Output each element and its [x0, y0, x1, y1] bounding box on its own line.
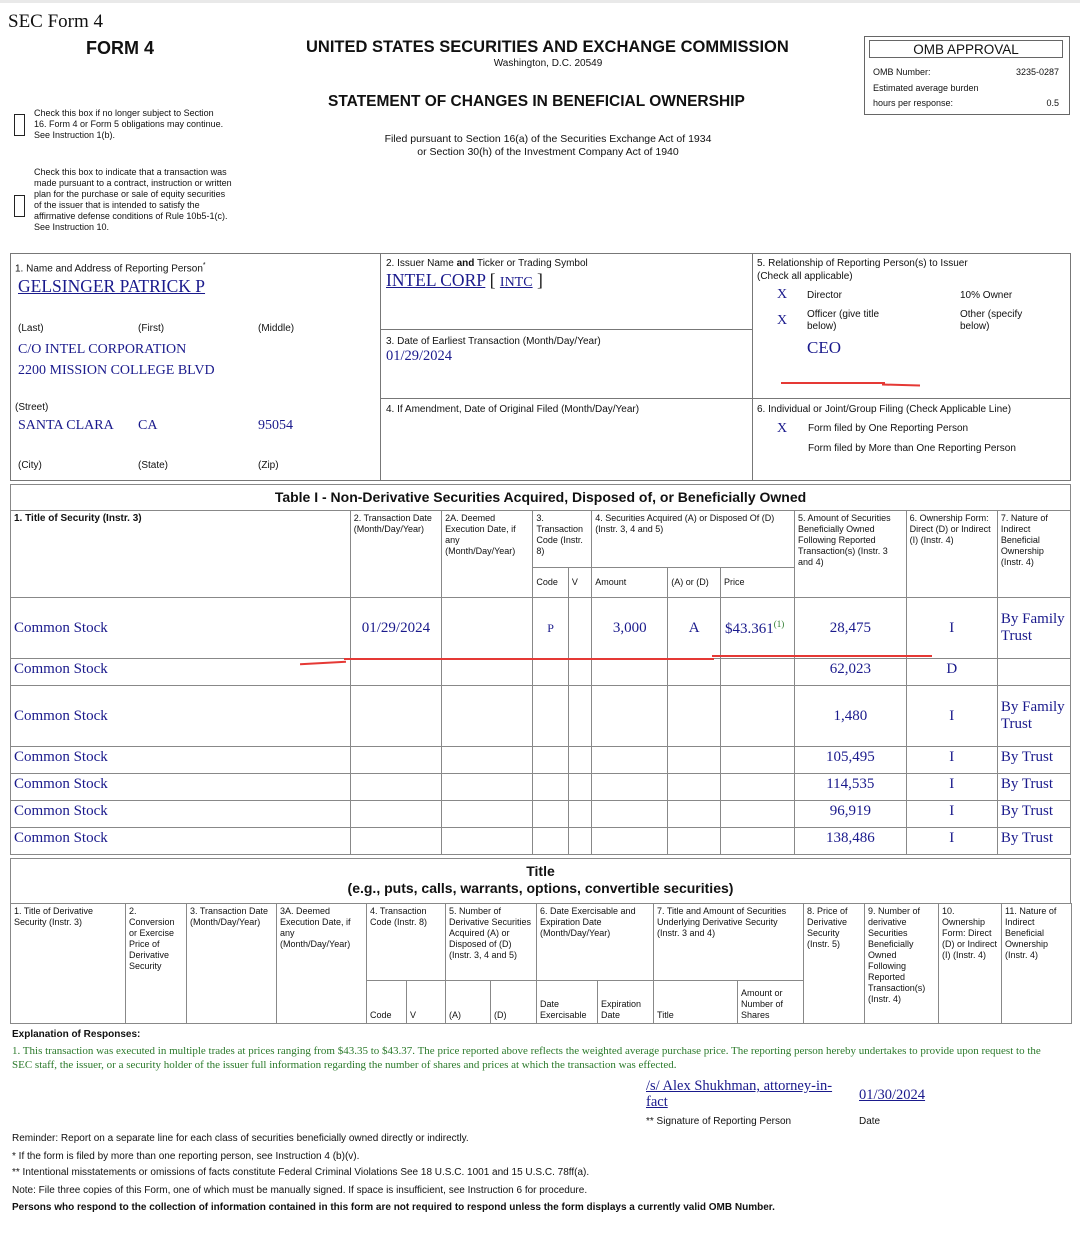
shares-owned: 28,475	[795, 598, 907, 659]
address-line-1: C/O INTEL CORPORATION	[18, 342, 187, 357]
omb-burden-label: Estimated average burden	[873, 83, 979, 93]
shares-owned: 62,023	[795, 659, 907, 686]
issuer-name[interactable]: INTEL CORP	[386, 270, 486, 290]
red-annotation-underline	[344, 658, 714, 660]
section16-checkbox[interactable]	[14, 114, 25, 136]
shares-owned: 105,495	[795, 747, 907, 774]
issuer-line	[386, 270, 543, 291]
empty-cell	[533, 659, 569, 686]
footer-omb-notice: Persons who respond to the collection of information contained in this form are not required to respond unless the form displays a currently valid OMB Number.	[12, 1202, 775, 1213]
ownership-form: I	[906, 747, 997, 774]
t2-h-price: 8. Price of Derivative Security (Instr. 5)	[804, 904, 865, 1024]
empty-cell	[592, 774, 668, 801]
rule10b5-text: Check this box to indicate that a transaction was made pursuant to a contract, instruction or written plan for the purchase or sale of equity securities of the issuer that is intended to satisfy the affirmative defense conditions of Rule 10b5-1(c). See Instruction 10.	[34, 167, 232, 232]
agency-name: UNITED STATES SECURITIES AND EXCHANGE COMMISSION	[306, 38, 789, 56]
v-cell	[568, 598, 591, 659]
empty-cell	[720, 747, 794, 774]
amount: 3,000	[592, 598, 668, 659]
zip-label: (Zip)	[258, 460, 279, 471]
doc-title: SEC Form 4	[8, 11, 104, 32]
empty-cell	[592, 828, 668, 855]
t1-sub-code: Code	[533, 568, 569, 598]
t2-h-form: 10. Ownership Form: Direct (D) or Indirect (I) (Instr. 4)	[939, 904, 1002, 1024]
box5-sub: (Check all applicable)	[757, 271, 853, 282]
officer-label: Officer (give title below)	[807, 309, 880, 332]
empty-cell	[350, 686, 441, 747]
empty-cell	[720, 686, 794, 747]
deemed-date	[442, 598, 533, 659]
empty-cell	[350, 774, 441, 801]
omb-hours-label: hours per response:	[873, 98, 954, 108]
empty-cell	[720, 774, 794, 801]
empty-cell	[592, 747, 668, 774]
omb-number-value: 3235-0287	[1015, 67, 1059, 77]
red-annotation-underline	[712, 655, 932, 657]
officer-title: CEO	[807, 338, 841, 357]
t1-h-nature: 7. Nature of Indirect Beneficial Ownership (Instr. 4)	[997, 511, 1070, 598]
omb-approval-box	[864, 36, 1070, 115]
one-person-label: Form filed by One Reporting Person	[808, 423, 969, 434]
nature-of-ownership: By Family Trust	[997, 598, 1070, 659]
nature-of-ownership: By Trust	[997, 801, 1070, 828]
footnote-1: 1. This transaction was executed in multiple trades at prices ranging from $43.35 to $43.37. The price reported above reflects the weighted average purchase price. The reporting person hereby undertakes to provide upon request to the SEC staff, the issuer, or a security holder of the issuer full information regarding the number of shares and prices at which the transaction was effected.	[12, 1045, 1041, 1071]
empty-cell	[568, 774, 591, 801]
empty-cell	[442, 828, 533, 855]
zip-value: 95054	[258, 418, 293, 433]
security-title: Common Stock	[11, 686, 351, 747]
t1-h-acquired: 4. Securities Acquired (A) or Disposed Of (D) (Instr. 3, 4 and 5)	[592, 511, 795, 568]
empty-cell	[568, 801, 591, 828]
first-label: (First)	[138, 323, 165, 334]
nature-of-ownership: By Trust	[997, 828, 1070, 855]
empty-cell	[668, 801, 721, 828]
t2-sub-a: (A)	[446, 981, 491, 1024]
security-title: Common Stock	[11, 747, 351, 774]
red-annotation-underline	[781, 382, 885, 384]
table-row	[11, 801, 1071, 828]
table-row	[11, 774, 1071, 801]
ticker-symbol[interactable]: INTC	[499, 275, 533, 290]
box2-label-b: and	[456, 258, 475, 269]
t2-h-nature: 11. Nature of Indirect Beneficial Ownership (Instr. 4)	[1002, 904, 1072, 1024]
ownership-form: I	[906, 686, 997, 747]
table1-title: Table I - Non-Derivative Securities Acquired, Disposed of, or Beneficially Owned	[10, 484, 1071, 510]
t2-h-exercisable: 6. Date Exercisable and Expiration Date (Month/Day/Year)	[537, 904, 654, 981]
signature-label: ** Signature of Reporting Person	[646, 1116, 792, 1127]
footer-note: Note: File three copies of this Form, one of which must be manually signed. If space is insufficient, see Instruction 6 for procedure.	[12, 1185, 588, 1196]
empty-cell	[350, 659, 441, 686]
t1-h-date: 2. Transaction Date (Month/Day/Year)	[350, 511, 441, 598]
empty-cell	[720, 801, 794, 828]
empty-cell	[442, 774, 533, 801]
t2-sub-d: (D)	[491, 981, 537, 1024]
table2-subtitle: (e.g., puts, calls, warrants, options, convertible securities)	[347, 880, 734, 896]
t2-sub-title: Title	[654, 981, 738, 1024]
footer-reminder: Reminder: Report on a separate line for each class of securities beneficially owned directly or indirectly.	[12, 1133, 469, 1144]
ownership-form: I	[906, 828, 997, 855]
omb-hours-value: 0.5	[1046, 98, 1059, 108]
t2-h-owned: 9. Number of derivative Securities Beneficially Owned Following Reported Transaction(s) (Instr. 4)	[865, 904, 939, 1024]
empty-cell	[350, 801, 441, 828]
box5-label: 5. Relationship of Reporting Person(s) to Issuer	[757, 258, 968, 269]
agency-location: Washington, D.C. 20549	[493, 58, 603, 69]
nature-of-ownership: By Trust	[997, 747, 1070, 774]
nature-of-ownership	[997, 659, 1070, 686]
security-title: Common Stock	[11, 828, 351, 855]
t1-sub-v: V	[568, 568, 591, 598]
empty-cell	[668, 828, 721, 855]
t1-sub-amount: Amount	[592, 568, 668, 598]
divider	[380, 398, 1071, 399]
middle-label: (Middle)	[258, 323, 295, 334]
t2-h-conversion: 2. Conversion or Exercise Price of Derivative Security	[126, 904, 187, 1024]
state-label: (State)	[138, 460, 169, 471]
table-row	[11, 659, 1071, 686]
empty-cell	[720, 659, 794, 686]
explanation-label: Explanation of Responses:	[12, 1029, 141, 1040]
divider	[380, 329, 752, 330]
empty-cell	[350, 828, 441, 855]
price-cell	[720, 598, 794, 659]
t2-sub-code: Code	[367, 981, 407, 1024]
empty-cell	[568, 686, 591, 747]
nature-of-ownership: By Family Trust	[997, 686, 1070, 747]
empty-cell	[568, 828, 591, 855]
reporting-person-name[interactable]: GELSINGER PATRICK P	[18, 276, 206, 296]
t2-sub-exp: Expiration Date	[598, 981, 654, 1024]
street-label: (Street)	[15, 402, 49, 413]
empty-cell	[720, 828, 794, 855]
t2-sub-v: V	[407, 981, 446, 1024]
t1-h-code: 3. Transaction Code (Instr. 8)	[533, 511, 592, 568]
shares-owned: 114,535	[795, 774, 907, 801]
footer-multi-person: * If the form is filed by more than one reporting person, see Instruction 4 (b)(v).	[12, 1151, 360, 1162]
box2-label	[386, 258, 588, 270]
table2-grid	[10, 903, 1072, 1024]
empty-cell	[533, 801, 569, 828]
footer-misstatements: ** Intentional misstatements or omissions of facts constitute Federal Criminal Violations See 18 U.S.C. 1001 and 15 U.S.C. 78ff(a).	[12, 1167, 590, 1178]
box1-label	[15, 260, 206, 275]
t2-h-number: 5. Number of Derivative Securities Acquired (A) or Disposed of (D) (Instr. 3, 4 and 5)	[446, 904, 537, 981]
t1-sub-aord: (A) or (D)	[668, 568, 721, 598]
t2-h-code: 4. Transaction Code (Instr. 8)	[367, 904, 446, 981]
city-label: (City)	[18, 460, 42, 471]
omb-title: OMB APPROVAL	[869, 40, 1063, 58]
statement-title: STATEMENT OF CHANGES IN BENEFICIAL OWNERSHIP	[328, 93, 745, 110]
table2-title-block	[10, 858, 1071, 903]
t2-h-title: 1. Title of Derivative Security (Instr. 3)	[11, 904, 126, 1024]
box1-label-text: 1. Name and Address of Reporting Person	[15, 263, 203, 275]
box6-label: 6. Individual or Joint/Group Filing (Check Applicable Line)	[757, 404, 1012, 415]
table2-title: Title	[526, 863, 555, 879]
filed-line-2: or Section 30(h) of the Investment Company Act of 1940	[417, 146, 679, 158]
box1-star: *	[202, 262, 206, 269]
section16-text: Check this box if no longer subject to Section 16. Form 4 or Form 5 obligations may continue. See Instruction 1(b).	[34, 108, 224, 140]
divider	[380, 253, 381, 481]
signature-value[interactable]: /s/ Alex Shukhman, attorney-in-fact	[646, 1078, 833, 1110]
shares-owned: 96,919	[795, 801, 907, 828]
t2-h-deemed: 3A. Deemed Execution Date, if any (Month/Day/Year)	[277, 904, 367, 1024]
empty-cell	[442, 659, 533, 686]
shares-owned: 138,486	[795, 828, 907, 855]
officer-mark[interactable]: X	[777, 313, 788, 328]
nature-of-ownership: By Trust	[997, 774, 1070, 801]
transaction-code: P	[533, 598, 569, 659]
ownership-form: I	[906, 774, 997, 801]
ownership-form: I	[906, 801, 997, 828]
table-row	[11, 598, 1071, 659]
t1-h-owned: 5. Amount of Securities Beneficially Owned Following Reported Transaction(s) (Instr. 3 and 4)	[795, 511, 907, 598]
empty-cell	[592, 686, 668, 747]
empty-cell	[533, 774, 569, 801]
divider	[752, 253, 753, 481]
t1-h-deemed: 2A. Deemed Execution Date, if any (Month/Day/Year)	[442, 511, 533, 598]
t2-h-underlying: 7. Title and Amount of Securities Underlying Derivative Security (Instr. 3 and 4)	[654, 904, 804, 981]
price: $43.361	[724, 620, 774, 637]
security-title: Common Stock	[11, 774, 351, 801]
security-title: Common Stock	[11, 598, 351, 659]
t1-h-form: 6. Ownership Form: Direct (D) or Indirect (I) (Instr. 4)	[906, 511, 997, 598]
form-label: FORM 4	[86, 38, 155, 58]
earliest-transaction-date: 01/29/2024	[386, 348, 453, 364]
table-row	[11, 747, 1071, 774]
box2-label-a: 2. Issuer Name	[386, 258, 457, 269]
empty-cell	[668, 686, 721, 747]
signature-date: 01/30/2024	[859, 1087, 926, 1103]
t2-h-date: 3. Transaction Date (Month/Day/Year)	[187, 904, 277, 1024]
ticker-open-bracket: [	[489, 270, 496, 290]
empty-cell	[350, 747, 441, 774]
empty-cell	[442, 686, 533, 747]
last-label: (Last)	[18, 323, 44, 334]
table1-grid	[10, 510, 1071, 855]
empty-cell	[533, 747, 569, 774]
box2-label-c: Ticker or Trading Symbol	[474, 258, 588, 269]
omb-number-label: OMB Number:	[873, 67, 931, 77]
empty-cell	[568, 747, 591, 774]
footnote-ref[interactable]: (1)	[773, 618, 785, 629]
t1-sub-price: Price	[720, 568, 794, 598]
empty-cell	[668, 659, 721, 686]
ownership-form: I	[906, 598, 997, 659]
ownership-form: D	[906, 659, 997, 686]
empty-cell	[592, 659, 668, 686]
one-person-mark[interactable]: X	[777, 421, 788, 436]
acquired-disposed: A	[668, 598, 721, 659]
ticker-close-bracket: ]	[536, 270, 543, 290]
empty-cell	[668, 774, 721, 801]
state-value: CA	[138, 418, 158, 433]
table-row	[11, 828, 1071, 855]
empty-cell	[568, 659, 591, 686]
city-value: SANTA CLARA	[18, 418, 114, 433]
table-row	[11, 686, 1071, 747]
security-title: Common Stock	[11, 801, 351, 828]
date-label: Date	[859, 1116, 881, 1127]
filed-pursuant	[330, 133, 766, 159]
shares-owned: 1,480	[795, 686, 907, 747]
empty-cell	[592, 801, 668, 828]
t1-h-title: 1. Title of Security (Instr. 3)	[11, 511, 351, 598]
other-label: Other (specify below)	[960, 309, 1023, 332]
box3-label: 3. Date of Earliest Transaction (Month/Day/Year)	[386, 336, 601, 347]
ten-percent-owner-label: 10% Owner	[960, 290, 1013, 301]
empty-cell	[442, 747, 533, 774]
director-mark[interactable]: X	[777, 287, 788, 302]
empty-cell	[533, 828, 569, 855]
rule10b5-checkbox[interactable]	[14, 195, 25, 217]
t2-sub-date-ex: Date Exercisable	[537, 981, 598, 1024]
more-persons-label: Form filed by More than One Reporting Person	[808, 443, 1016, 454]
top-strip	[0, 0, 1080, 3]
empty-cell	[668, 747, 721, 774]
director-label: Director	[807, 290, 843, 301]
box4-label: 4. If Amendment, Date of Original Filed (Month/Day/Year)	[386, 404, 640, 415]
address-line-2: 2200 MISSION COLLEGE BLVD	[18, 363, 215, 378]
empty-cell	[442, 801, 533, 828]
t2-sub-amount: Amount or Number of Shares	[738, 981, 804, 1024]
transaction-date: 01/29/2024	[350, 598, 441, 659]
empty-cell	[533, 686, 569, 747]
security-title: Common Stock	[11, 659, 351, 686]
filed-line-1: Filed pursuant to Section 16(a) of the Securities Exchange Act of 1934	[384, 133, 712, 145]
